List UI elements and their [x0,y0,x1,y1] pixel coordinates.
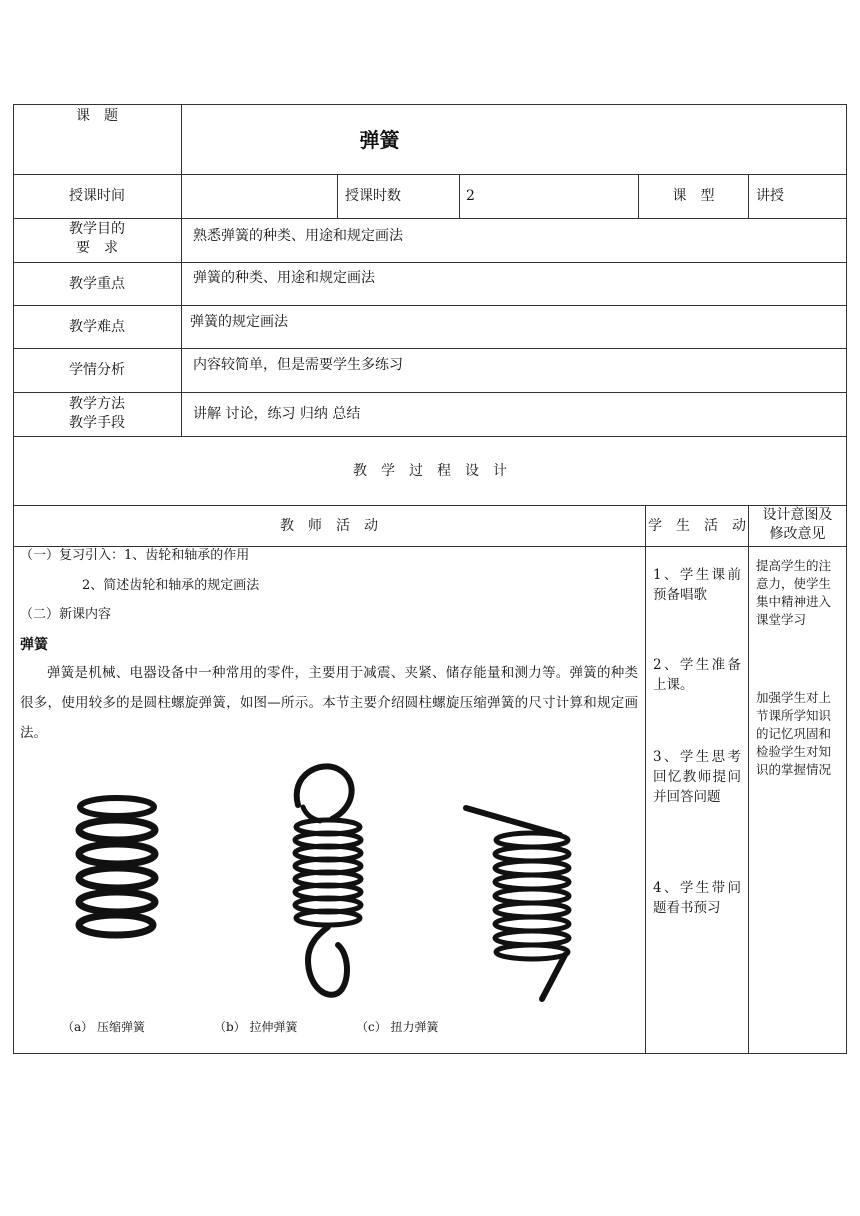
student-activity-3: 3、学生思考回忆教师提问并回答问题 [653,749,741,805]
method-label-line2: 教学手段 [69,415,125,431]
teacher-activity-header: 教 师 活 动 [280,517,378,534]
student-activity-2: 2、学生准备上课。 [653,657,741,693]
method-label-line1: 教学方法 [69,396,125,412]
student-activity-1: 1、学生课前预备唱歌 [653,567,741,603]
design-header-line1: 设计意图及 [762,507,833,523]
goal-label-line2: 要 求 [76,240,118,256]
design-header [749,506,846,544]
topic-label: 课 题 [76,108,118,124]
type-label: 课 型 [672,188,715,204]
method-label [13,395,181,433]
type-value: 讲授 [756,188,784,204]
tension-spring-image [295,766,361,994]
method-value: 讲解 讨论，练习 归纳 总结 [193,406,361,422]
difficulty-label: 教学难点 [69,318,125,335]
torsion-spring-image [466,808,569,999]
student-activity-header: 学 生 活 动 [648,517,746,534]
goal-value: 熟悉弹簧的种类、用途和规定画法 [193,228,403,244]
design-note-2: 加强学生对上节课所学知识的记忆巩固和检验学生对知识的掌握情况 [756,690,832,777]
goal-label-line1: 教学目的 [69,221,125,237]
time-label: 授课时间 [69,188,125,204]
time-value [182,174,337,218]
caption-tension-spring: （b） 拉伸弹簧 [214,1020,298,1034]
hours-label: 授课时数 [345,188,401,204]
analysis-value: 内容较简单，但是需要学生多练习 [193,357,403,373]
process-title: 教 学 过 程 设 计 [353,462,507,479]
caption-torsion-spring: （c） 扭力弹簧 [356,1020,439,1034]
design-header-line2: 修改意见 [769,526,826,542]
difficulty-value: 弹簧的规定画法 [190,314,288,330]
review-line-2: 2、简述齿轮和轴承的规定画法 [82,578,260,593]
key-value: 弹簧的种类、用途和规定画法 [193,270,375,286]
section-heading: 弹簧 [20,637,48,653]
compression-spring-image [79,798,155,935]
goal-label [13,220,181,258]
spring-illustrations [20,755,638,1015]
analysis-label: 学情分析 [69,362,125,378]
design-note-1: 提高学生的注意力，使学生集中精神进入课堂学习 [756,558,832,627]
review-line: （一）复习引入：1、齿轮和轴承的作用 [20,548,250,563]
intro-paragraph: 弹簧是机械、电器设备中一种常用的零件，主要用于减震、夹紧、储存能量和测力等。弹簧的种类很多，使用较多的是圆柱螺旋弹簧，如图—所示。本节主要介绍圆柱螺旋压缩弹簧的尺寸计算和规定画法。 [20,665,638,741]
hours-value: 2 [466,188,475,204]
key-label: 教学重点 [69,275,125,292]
student-activity-4: 4、学生带问题看书预习 [653,880,741,916]
new-lesson-line: （二）新课内容 [20,607,112,622]
topic-title: 弹簧 [359,128,400,152]
caption-compression-spring: （a） 压缩弹簧 [62,1020,145,1034]
